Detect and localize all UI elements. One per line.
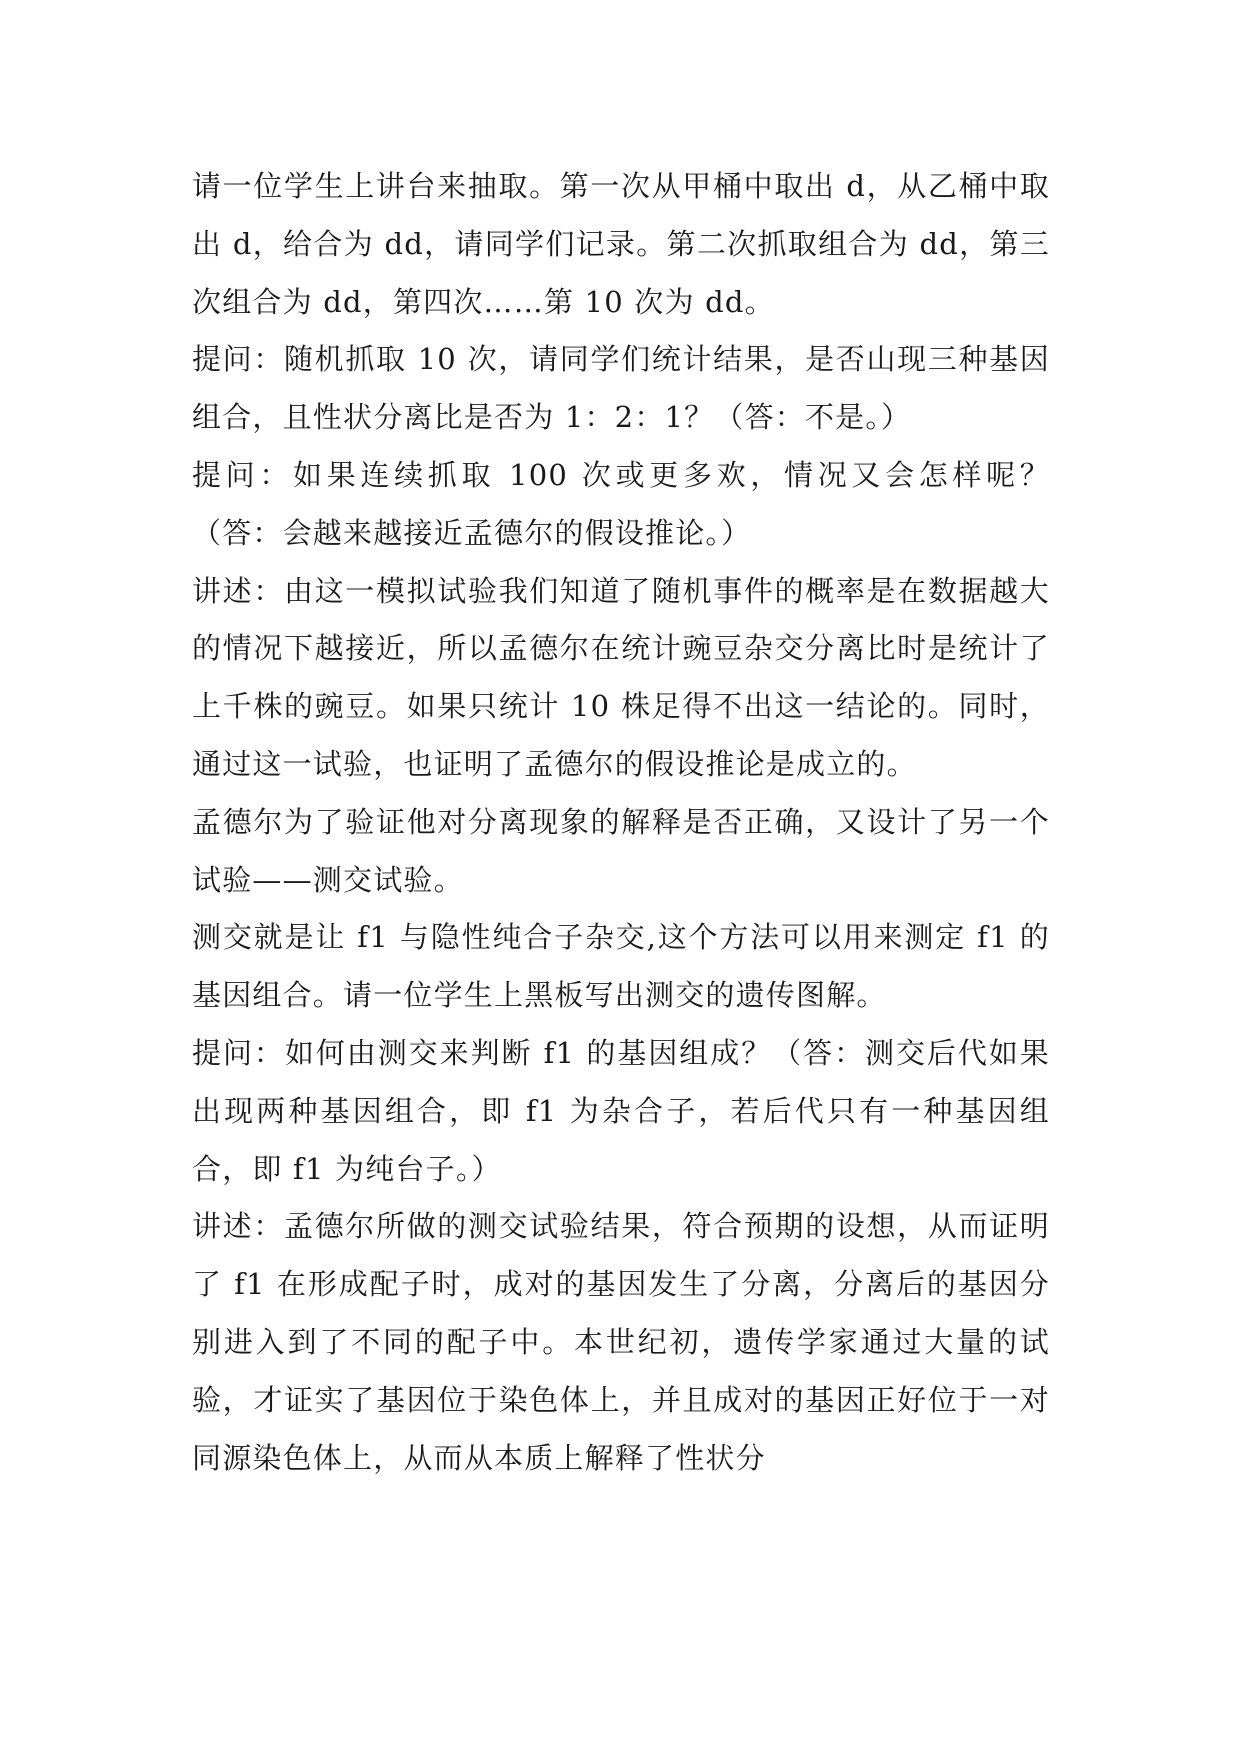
- paragraph: 提问：如果连续抓取 100 次或更多欢，情况又会怎样呢？（答：会越来越接近孟德尔的假设推论。）: [192, 457, 1050, 550]
- paragraph: 讲述：由这一模拟试验我们知道了随机事件的概率是在数据越大的情况下越接近，所以孟德尔在统计豌豆杂交分离比时是统计了上千株的豌豆。如果只统计 10 株足得不出这一结论的。同时，通过这一试验，也证明了孟德尔的假设推论是成立的。: [192, 573, 1050, 781]
- paragraph: 请一位学生上讲台来抽取。第一次从甲桶中取出 d，从乙桶中取出 d，给合为 dd，请同学们记录。第二次抓取组合为 dd，第三次组合为 dd，第四次……第 10 次为 dd。: [192, 169, 1050, 319]
- paragraph: 孟德尔为了验证他对分离现象的解释是否正确，又设计了另一个试验——测交试验。: [192, 804, 1050, 897]
- paragraph: 测交就是让 f1 与隐性纯合子杂交,这个方法可以用来测定 f1 的基因组合。请一位学生上黑板写出测交的遗传图解。: [192, 920, 1050, 1013]
- document-body: [192, 158, 1050, 1487]
- paragraph: 提问：随机抓取 10 次，请同学们统计结果，是否山现三种基因组合，且性状分离比是否为 1：2：1？（答：不是。）: [192, 342, 1050, 435]
- paragraph: 提问：如何由测交来判断 f1 的基因组成？（答：测交后代如果出现两种基因组合，即 f1 为杂合子，若后代只有一种基因组合，即 f1 为纯台子。）: [192, 1035, 1050, 1186]
- paragraph: 讲述：孟德尔所做的测交试验结果，符合预期的设想，从而证明了 f1 在形成配子时，成对的基因发生了分离，分离后的基因分别进入到了不同的配子中。本世纪初，遗传学家通过大量的试验，才证实了基因位于染色体上，并且成对的基因正好位于一对同源染色体上，从而从本质上解释了性状分: [192, 1209, 1050, 1475]
